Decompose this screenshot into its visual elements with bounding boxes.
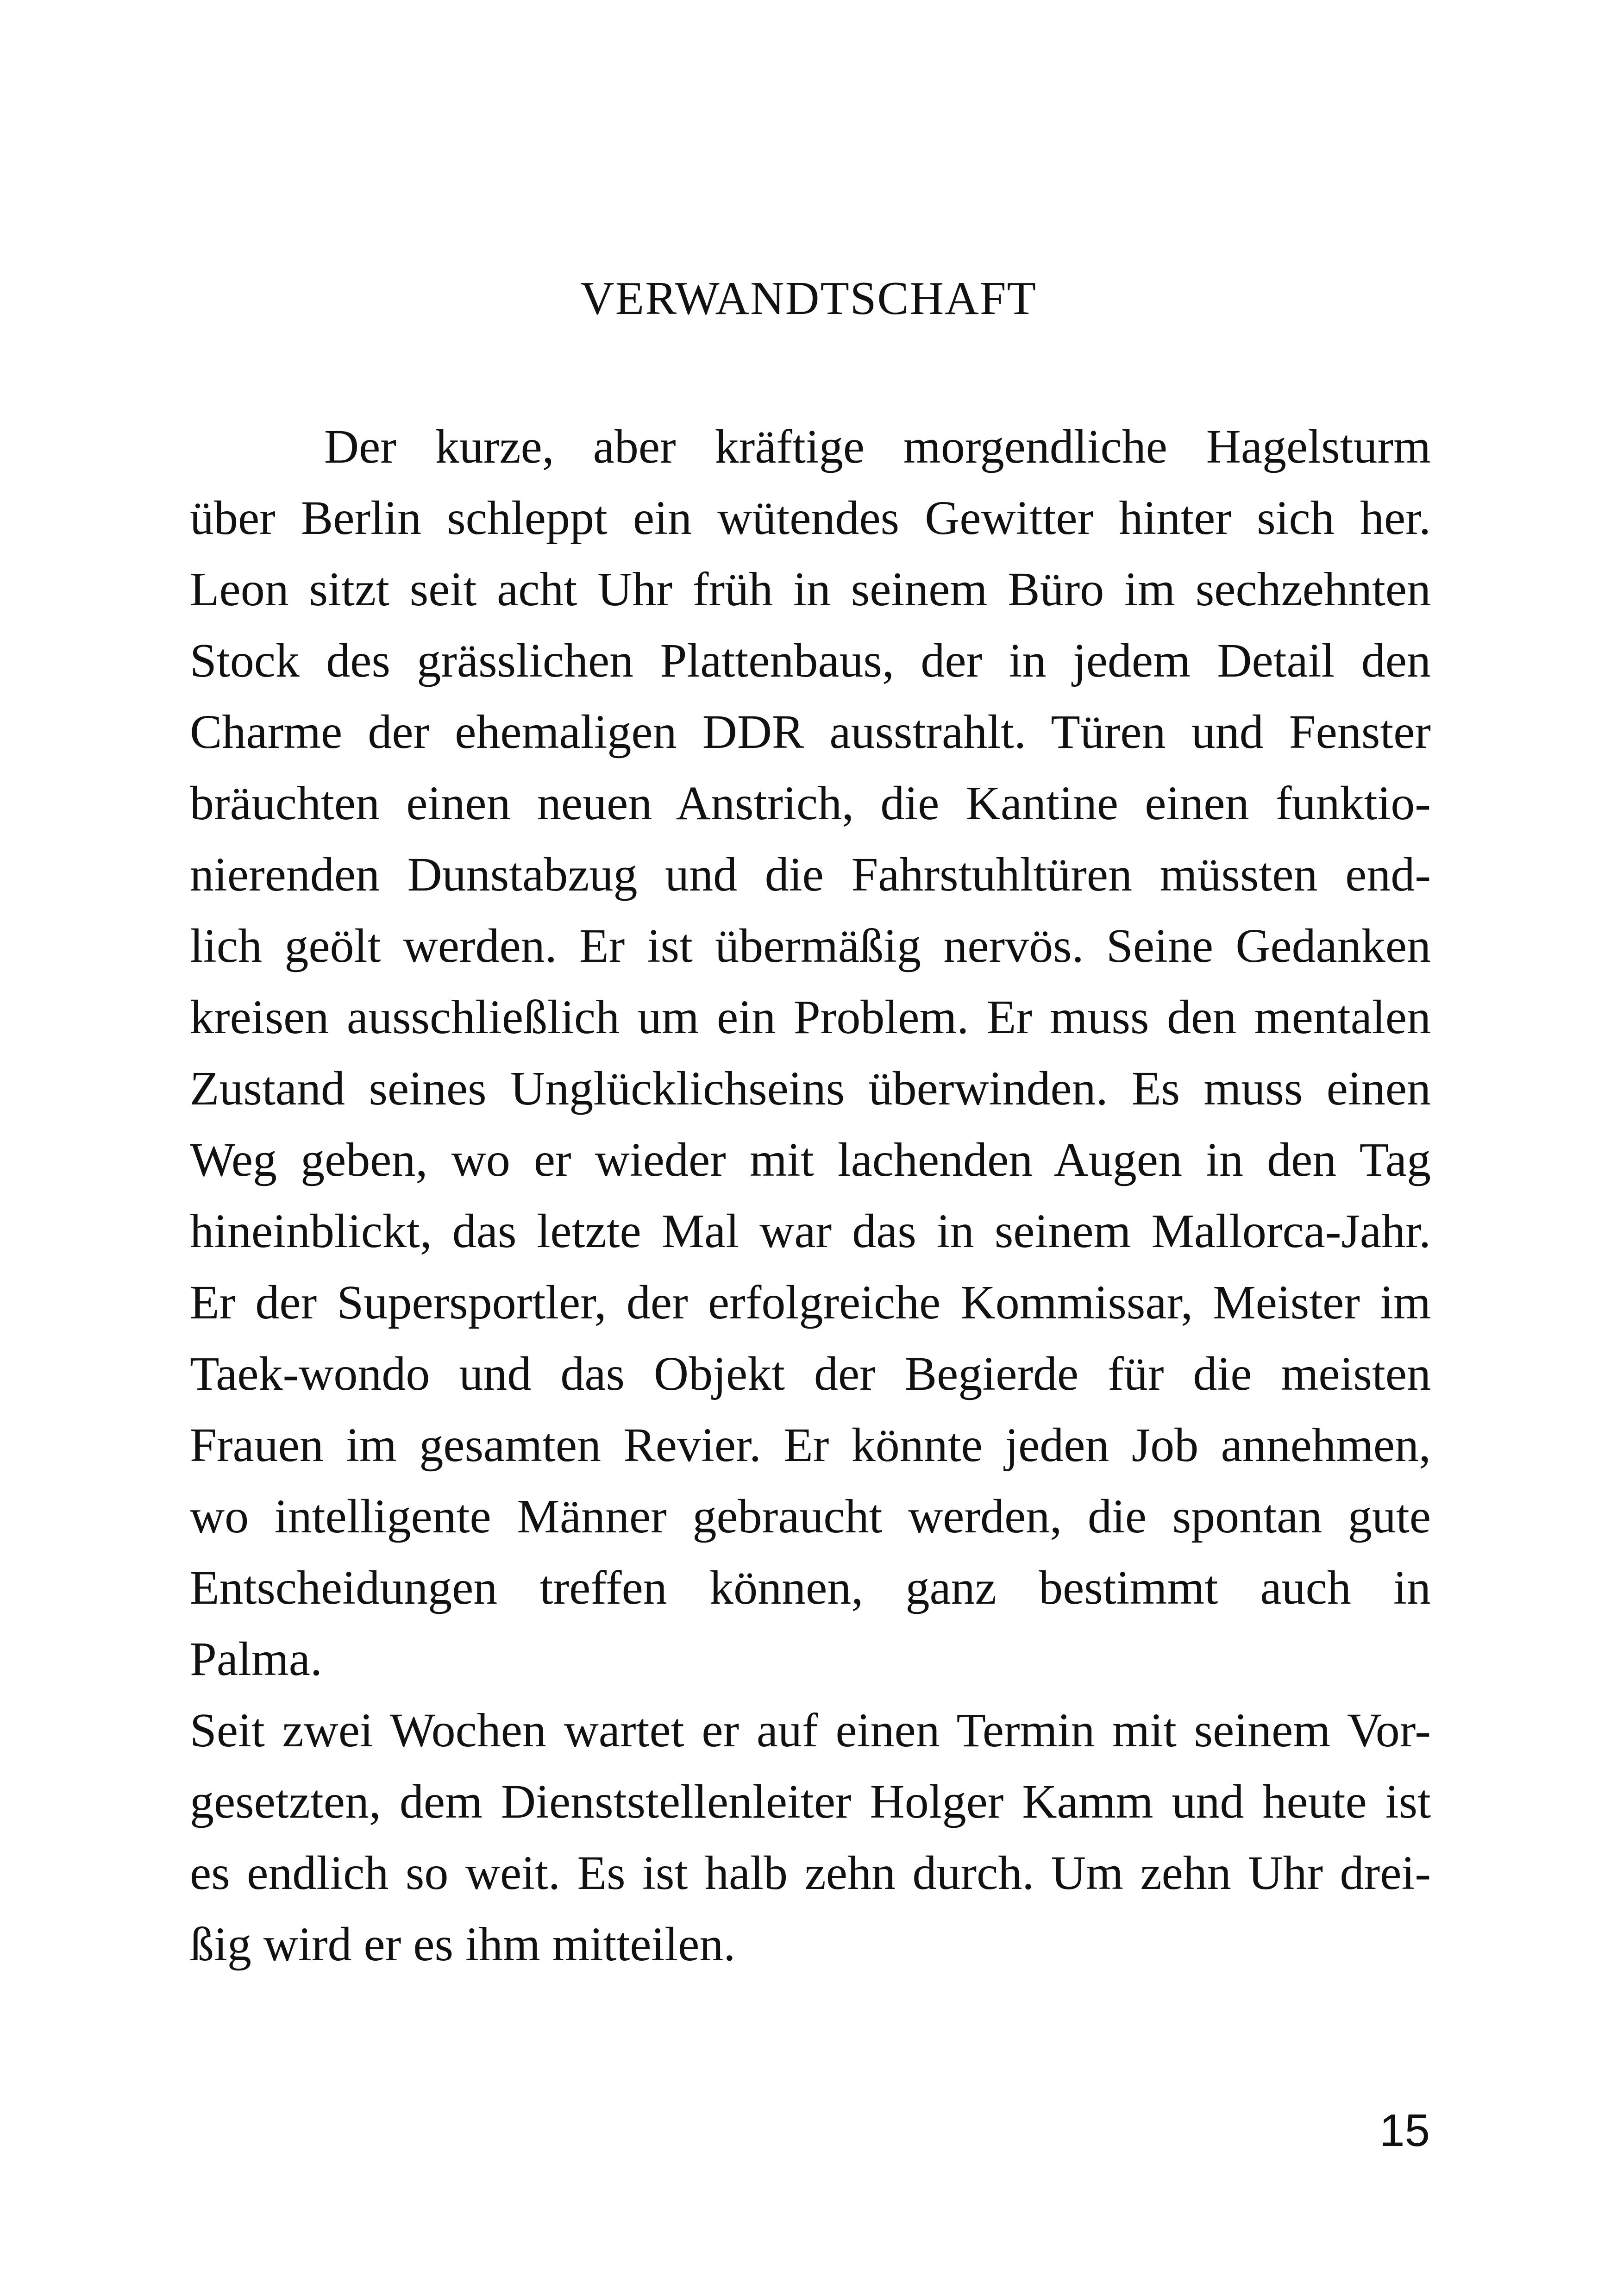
text-line: über Berlin schleppt ein wütendes Gewitter hinter sich her. (190, 491, 1431, 545)
text-line: Leon sitzt seit acht Uhr früh in seinem Büro im sechzehnten (190, 563, 1431, 616)
text-line: Entscheidungen treffen können, ganz bestimmt auch in (190, 1561, 1431, 1614)
text-line: wo intelligente Männer gebraucht werden, die spontan gute (190, 1490, 1431, 1543)
text-line: Er der Supersportler, der erfolgreiche Kommissar, Meister im (190, 1276, 1431, 1329)
text-line: nierenden Dunstabzug und die Fahrstuhltüren müssten end- (190, 848, 1431, 901)
text-line: Zustand seines Unglücklichseins überwinden. Es muss einen (190, 1062, 1431, 1115)
text-line: Weg geben, wo er wieder mit lachenden Augen in den Tag (190, 1133, 1431, 1186)
body-text (190, 411, 1431, 1980)
chapter-title: VERWANDTSCHAFT (580, 272, 1037, 325)
text-line: lich geölt werden. Er ist übermäßig nervös. Seine Gedanken (190, 919, 1431, 972)
page-number: 15 (1379, 2105, 1430, 2156)
text-line: kreisen ausschließlich um ein Problem. Er muss den mentalen (190, 991, 1431, 1044)
text-line: gesetzten, dem Dienststellenleiter Holger Kamm und heute ist (190, 1775, 1431, 1828)
text-line: Seit zwei Wochen wartet er auf einen Termin mit seinem Vor- (190, 1704, 1431, 1757)
text-line: es endlich so weit. Es ist halb zehn durch. Um zehn Uhr drei- (190, 1846, 1431, 1900)
text-line: ßig wird er es ihm mitteilen. (190, 1918, 736, 1971)
text-line: hineinblickt, das letzte Mal war das in seinem Mallorca-Jahr. (190, 1204, 1431, 1258)
text-line: Frauen im gesamten Revier. Er könnte jeden Job annehmen, (190, 1418, 1431, 1472)
text-line: Der kurze, aber kräftige morgendliche Hagelsturm (324, 420, 1431, 473)
text-line: bräuchten einen neuen Anstrich, die Kantine einen funktio- (190, 777, 1431, 830)
text-line: Taek-wondo und das Objekt der Begierde für die meisten (190, 1347, 1431, 1400)
text-line: Stock des grässlichen Plattenbaus, der in jedem Detail den (190, 634, 1431, 687)
text-line: Charme der ehemaligen DDR ausstrahlt. Türen und Fenster (190, 705, 1431, 759)
text-line: Palma. (190, 1632, 322, 1686)
